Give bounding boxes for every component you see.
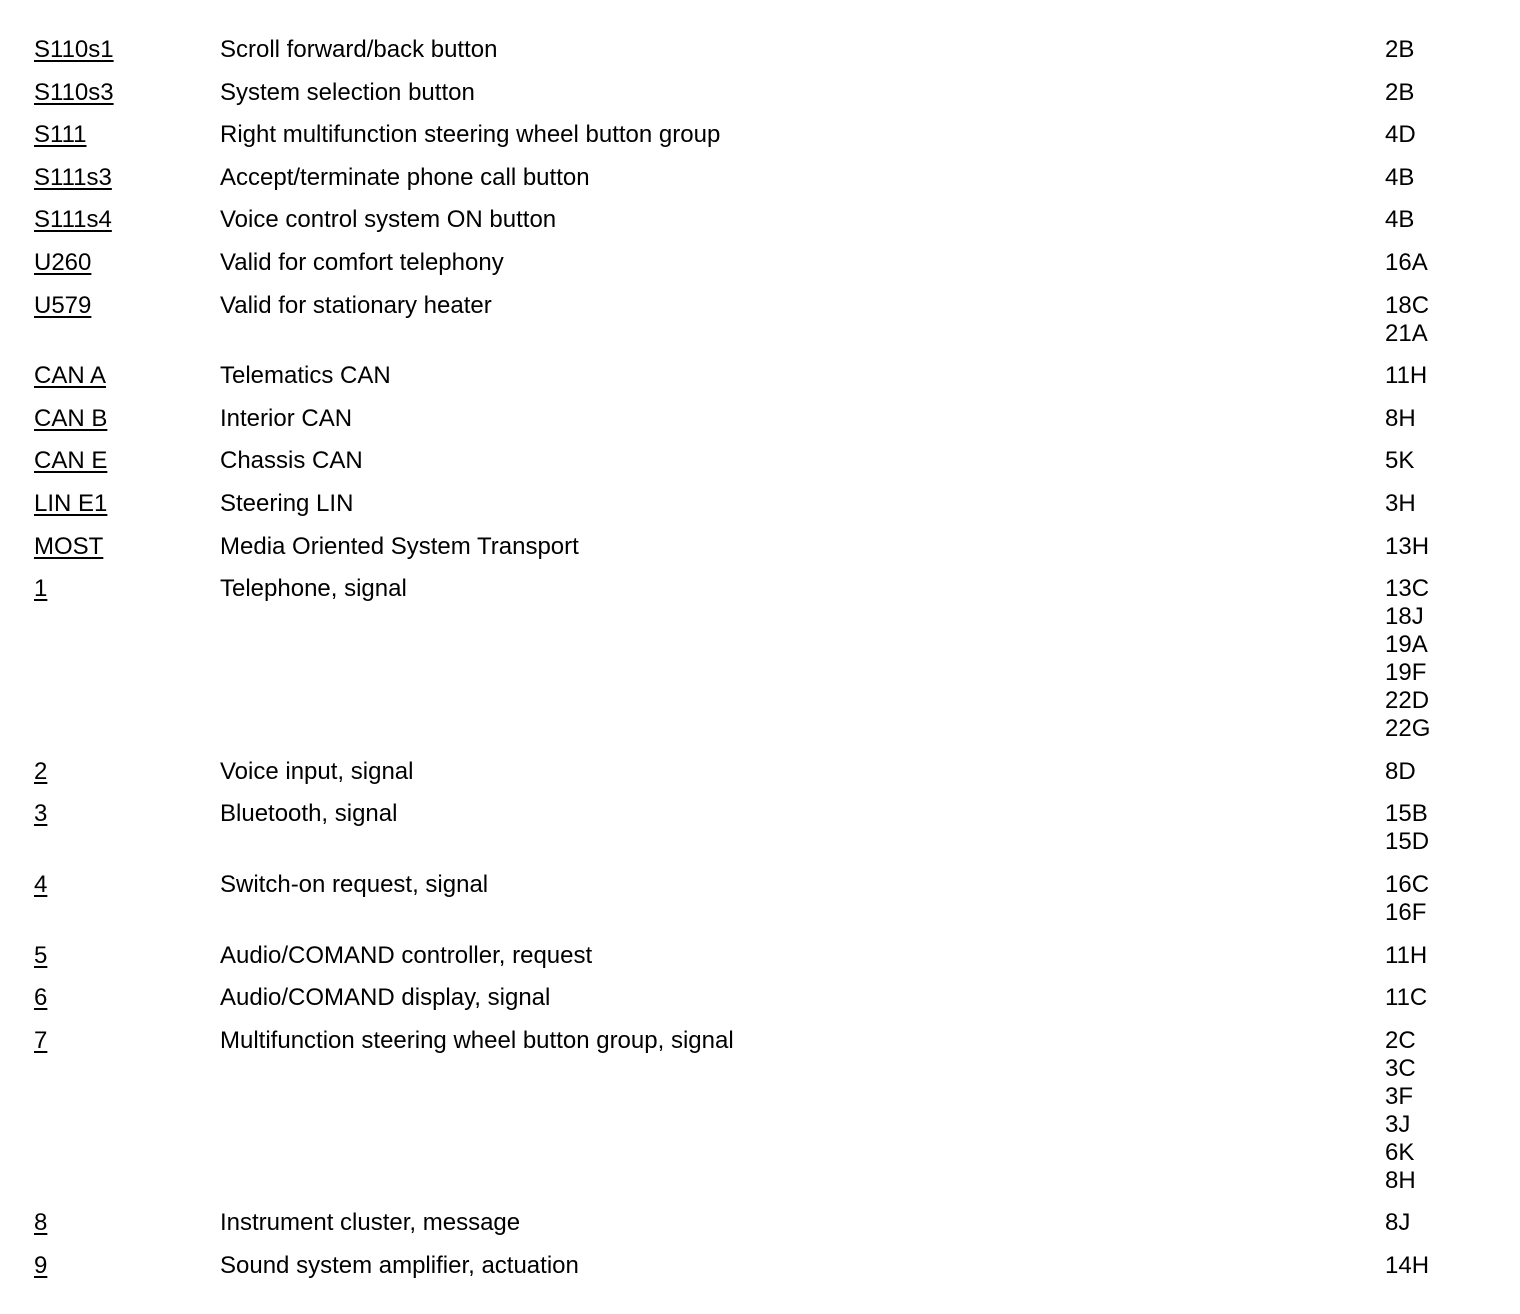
legend-grid-refs xyxy=(1385,164,1484,192)
legend-row xyxy=(34,575,1484,743)
legend-grid-refs xyxy=(1385,121,1484,149)
grid-reference: 14H xyxy=(1385,1251,1430,1279)
legend-code-link[interactable]: U260 xyxy=(34,248,92,276)
legend-grid-refs xyxy=(1385,249,1484,277)
legend-description: Bluetooth, signal xyxy=(220,800,398,828)
legend-description: System selection button xyxy=(220,78,475,106)
legend-code-cell xyxy=(34,447,220,475)
grid-reference: 19F xyxy=(1385,659,1427,687)
legend-description: Multifunction steering wheel button group, signal xyxy=(220,1026,734,1054)
legend-code-link[interactable]: 6 xyxy=(34,984,48,1012)
legend-code-cell xyxy=(34,800,220,828)
legend-code-cell xyxy=(34,206,220,234)
legend-description: Valid for stationary heater xyxy=(220,291,492,319)
grid-reference: 3J xyxy=(1385,1110,1411,1138)
legend-code-cell xyxy=(34,292,220,320)
legend-description: Accept/terminate phone call button xyxy=(220,163,590,191)
grid-reference: 11H xyxy=(1385,941,1428,969)
legend-code-link[interactable]: 3 xyxy=(34,800,48,828)
legend-code-link[interactable]: S110s3 xyxy=(34,78,114,106)
legend-code-link[interactable]: CAN A xyxy=(34,362,107,390)
grid-reference: 16A xyxy=(1385,248,1428,276)
legend-code-cell xyxy=(34,871,220,899)
grid-reference: 2B xyxy=(1385,78,1415,106)
grid-reference: 13C xyxy=(1385,575,1430,603)
grid-reference: 4D xyxy=(1385,121,1416,149)
legend-grid-refs xyxy=(1385,1027,1484,1195)
legend-table xyxy=(34,36,1484,1294)
grid-reference: 18C xyxy=(1385,291,1430,319)
legend-grid-refs xyxy=(1385,984,1484,1012)
legend-code-cell xyxy=(34,36,220,64)
legend-code-link[interactable]: S110s1 xyxy=(34,36,114,63)
legend-row xyxy=(34,1027,1484,1195)
legend-code-link[interactable]: U579 xyxy=(34,291,92,319)
legend-grid-refs xyxy=(1385,575,1484,743)
legend-description: Voice control system ON button xyxy=(220,206,557,234)
grid-reference: 2C xyxy=(1385,1026,1416,1054)
grid-reference: 22G xyxy=(1385,715,1431,743)
legend-code-link[interactable]: 7 xyxy=(34,1026,48,1054)
legend-grid-refs xyxy=(1385,292,1484,348)
legend-code-cell xyxy=(34,362,220,390)
legend-code-cell xyxy=(34,164,220,192)
legend-grid-refs xyxy=(1385,79,1484,107)
legend-description: Voice input, signal xyxy=(220,757,414,785)
legend-description: Right multifunction steering wheel button group xyxy=(220,121,721,149)
legend-description: Instrument cluster, message xyxy=(220,1209,521,1237)
legend-code-cell xyxy=(34,79,220,107)
legend-grid-refs xyxy=(1385,871,1484,927)
grid-reference: 3C xyxy=(1385,1054,1416,1082)
grid-reference: 13H xyxy=(1385,532,1430,560)
legend-grid-refs xyxy=(1385,758,1484,786)
grid-reference: 2B xyxy=(1385,36,1415,63)
legend-code-link[interactable]: S111s4 xyxy=(34,206,112,234)
legend-code-cell xyxy=(34,249,220,277)
grid-reference: 6K xyxy=(1385,1138,1415,1166)
legend-code-cell xyxy=(34,1027,220,1055)
legend-code-link[interactable]: CAN B xyxy=(34,404,108,432)
legend-code-link[interactable]: S111s3 xyxy=(34,163,112,191)
legend-code-cell xyxy=(34,490,220,518)
legend-code-link[interactable]: LIN E1 xyxy=(34,489,108,517)
legend-row xyxy=(34,164,1484,192)
legend-grid-refs xyxy=(1385,533,1484,561)
grid-reference: 3F xyxy=(1385,1082,1414,1110)
legend-description: Interior CAN xyxy=(220,404,353,432)
legend-row xyxy=(34,942,1484,970)
legend-code-link[interactable]: 2 xyxy=(34,757,48,785)
legend-description: Audio/COMAND display, signal xyxy=(220,984,551,1012)
legend-row xyxy=(34,758,1484,786)
grid-reference: 8H xyxy=(1385,404,1416,432)
legend-grid-refs xyxy=(1385,36,1484,64)
grid-reference: 8D xyxy=(1385,757,1416,785)
legend-grid-refs xyxy=(1385,1252,1484,1280)
legend-grid-refs xyxy=(1385,362,1484,390)
legend-grid-refs xyxy=(1385,405,1484,433)
grid-reference: 16F xyxy=(1385,898,1427,926)
legend-code-link[interactable]: 5 xyxy=(34,941,48,969)
legend-description: Chassis CAN xyxy=(220,447,363,475)
legend-row xyxy=(34,1209,1484,1237)
legend-grid-refs xyxy=(1385,1209,1484,1237)
legend-code-cell xyxy=(34,1209,220,1237)
legend-grid-refs xyxy=(1385,490,1484,518)
legend-row xyxy=(34,362,1484,390)
grid-reference: 8J xyxy=(1385,1209,1411,1237)
legend-row xyxy=(34,800,1484,856)
legend-code-link[interactable]: 1 xyxy=(34,575,48,603)
grid-reference: 19A xyxy=(1385,631,1428,659)
grid-reference: 3H xyxy=(1385,489,1416,517)
legend-row xyxy=(34,405,1484,433)
grid-reference: 21A xyxy=(1385,319,1428,347)
legend-grid-refs xyxy=(1385,206,1484,234)
grid-reference: 4B xyxy=(1385,206,1415,234)
legend-code-cell xyxy=(34,984,220,1012)
legend-description: Audio/COMAND controller, request xyxy=(220,941,593,969)
grid-reference: 5K xyxy=(1385,447,1415,475)
legend-code-cell xyxy=(34,533,220,561)
legend-row xyxy=(34,871,1484,927)
legend-description: Scroll forward/back button xyxy=(220,36,498,63)
legend-row xyxy=(34,490,1484,518)
legend-code-link[interactable]: MOST xyxy=(34,532,104,560)
legend-row xyxy=(34,206,1484,234)
grid-reference: 4B xyxy=(1385,163,1415,191)
legend-grid-refs xyxy=(1385,942,1484,970)
legend-row xyxy=(34,79,1484,107)
legend-code-link[interactable]: 9 xyxy=(34,1251,48,1279)
legend-grid-refs xyxy=(1385,447,1484,475)
legend-code-link[interactable]: S111 xyxy=(34,121,87,149)
grid-reference: 18J xyxy=(1385,603,1424,631)
legend-code-cell xyxy=(34,121,220,149)
legend-code-cell xyxy=(34,575,220,603)
grid-reference: 11C xyxy=(1385,984,1428,1012)
legend-code-link[interactable]: 8 xyxy=(34,1209,48,1237)
legend-code-link[interactable]: 4 xyxy=(34,870,48,898)
legend-description: Switch-on request, signal xyxy=(220,870,489,898)
legend-grid-refs xyxy=(1385,800,1484,856)
legend-code-cell xyxy=(34,942,220,970)
legend-row xyxy=(34,1252,1484,1280)
grid-reference: 16C xyxy=(1385,870,1430,898)
legend-description: Media Oriented System Transport xyxy=(220,532,579,560)
legend-row xyxy=(34,36,1484,64)
grid-reference: 15D xyxy=(1385,828,1430,856)
legend-row xyxy=(34,533,1484,561)
legend-row xyxy=(34,292,1484,348)
legend-row xyxy=(34,984,1484,1012)
grid-reference: 11H xyxy=(1385,362,1428,390)
legend-description: Telematics CAN xyxy=(220,362,391,390)
legend-description: Steering LIN xyxy=(220,489,354,517)
legend-description: Valid for comfort telephony xyxy=(220,248,504,276)
legend-description: Telephone, signal xyxy=(220,575,407,603)
legend-code-cell xyxy=(34,405,220,433)
legend-code-cell xyxy=(34,758,220,786)
legend-description: Sound system amplifier, actuation xyxy=(220,1251,579,1279)
legend-row xyxy=(34,249,1484,277)
legend-row xyxy=(34,447,1484,475)
grid-reference: 22D xyxy=(1385,687,1430,715)
legend-code-link[interactable]: CAN E xyxy=(34,447,108,475)
grid-reference: 15B xyxy=(1385,800,1428,828)
grid-reference: 8H xyxy=(1385,1166,1416,1194)
legend-row xyxy=(34,121,1484,149)
legend-code-cell xyxy=(34,1252,220,1280)
